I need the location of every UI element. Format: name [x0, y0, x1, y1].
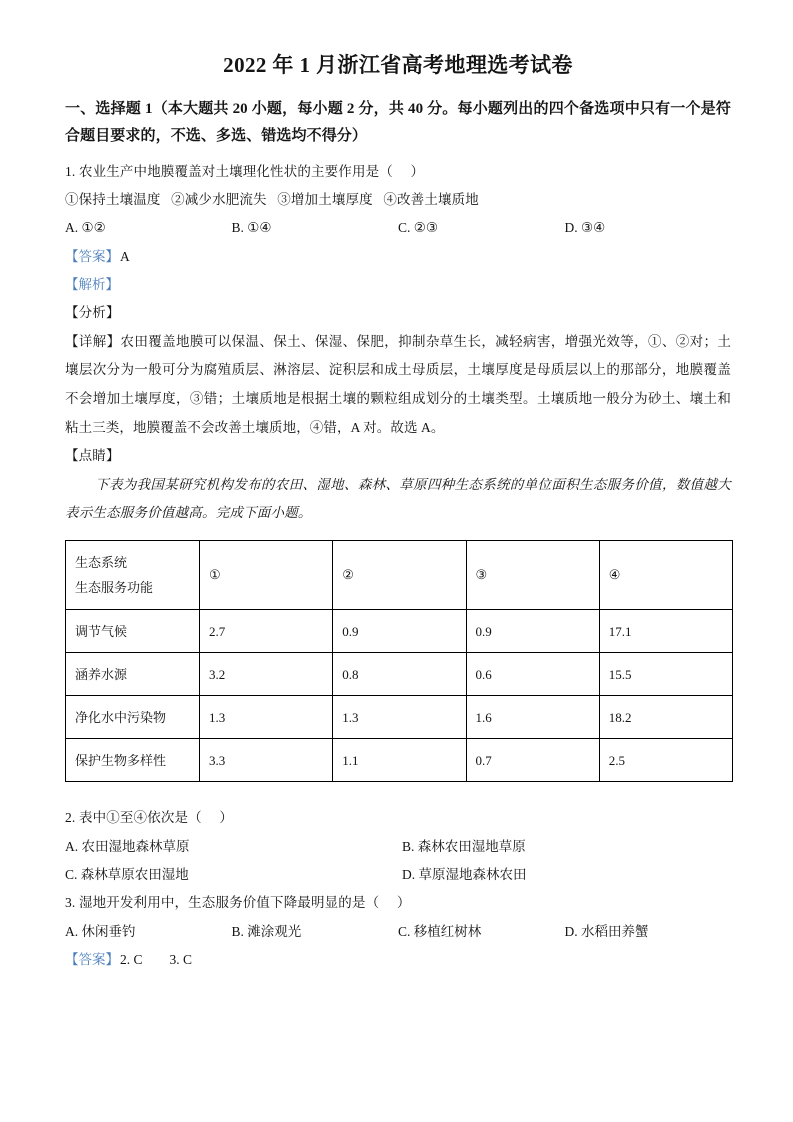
spacer [65, 782, 731, 804]
table-col-header-1: ① [200, 540, 333, 610]
question-2-stem: 2. 表中①至④依次是（ ） [65, 810, 234, 826]
cell-value: 0.9 [333, 610, 466, 653]
option-c[interactable]: C. 移植红树林 [398, 923, 482, 939]
answer-value-q2: 2. C [120, 952, 143, 968]
option-a[interactable]: A. ①② [65, 220, 106, 236]
answer-value-q3: 3. C [169, 952, 193, 968]
answer-value: A [120, 248, 130, 264]
cell-value: 1.6 [466, 696, 599, 739]
cell-value: 15.5 [599, 653, 732, 696]
question-3-options [65, 918, 731, 946]
header-line-2: 生态服务功能 [75, 580, 154, 596]
option-c[interactable]: C. ②③ [398, 220, 438, 236]
cell-value: 18.2 [599, 696, 732, 739]
material-stem-text: 下表为我国某研究机构发布的农田、湿地、森林、草原四种生态系统的单位面积生态服务价值，数值越大表示生态服务价值越高。完成下面小题。 [65, 476, 731, 522]
ecosystem-service-value-table [65, 540, 733, 783]
option-d[interactable]: D. ③④ [564, 220, 606, 236]
question-2-options-row-2 [65, 861, 731, 889]
table-header-corner-cell [66, 540, 200, 610]
cell-value: 2.7 [200, 610, 333, 653]
cell-value: 0.7 [466, 739, 599, 782]
cell-value: 1.3 [200, 696, 333, 739]
cell-value: 1.3 [333, 696, 466, 739]
option-b[interactable]: B. 森林农田湿地草原 [402, 838, 526, 854]
row-label: 保护生物多样性 [66, 739, 200, 782]
table-col-header-4: ④ [599, 540, 732, 610]
row-label: 净化水中污染物 [66, 696, 200, 739]
table-row [66, 739, 733, 782]
analysis-label: 【解析】 [65, 277, 119, 293]
final-answer-line [65, 946, 731, 974]
option-c[interactable]: C. 森林草原农田湿地 [65, 867, 189, 883]
question-1-statements: ①保持土壤温度 ②减少水肥流失 ③增加土壤厚度 ④改善土壤质地 [65, 192, 479, 208]
cell-value: 0.8 [333, 653, 466, 696]
page-title: 2022 年 1 月浙江省高考地理选考试卷 [223, 53, 573, 77]
table-row [66, 653, 733, 696]
table-col-header-2: ② [333, 540, 466, 610]
cell-value: 3.2 [200, 653, 333, 696]
question-1-detailed-explanation: 【详解】农田覆盖地膜可以保温、保土、保湿、保肥，抑制杂草生长，减轻病害，增强光效等，①、②对；土壤层次分为一般可分为腐殖质层、淋溶层、淀积层和成土母质层，土壤厚度是母质层以上的那部分，地膜覆盖不会增加土壤厚度，③错；土壤质地是根据土壤的颗粒组成划分的土壤类型。土壤质地一般分为砂土、壤土和粘土三类，地膜覆盖不会改善土壤质地，④错，A 对。故选 A。 [65, 333, 731, 435]
table-col-header-3: ③ [466, 540, 599, 610]
question-1-dianjing-label: 【点睛】 [65, 448, 120, 464]
question-1-analysis-label-row [65, 271, 731, 299]
cell-value: 1.1 [333, 739, 466, 782]
header-line-1: 生态系统 [75, 554, 128, 570]
answer-label: 【答案】 [65, 952, 119, 968]
table-row [66, 696, 733, 739]
table-row [66, 610, 733, 653]
question-2-options-row-1 [65, 833, 731, 861]
question-1-fenxi-label: 【分析】 [65, 305, 120, 321]
question-3-stem: 3. 湿地开发利用中，生态服务价值下降最明显的是（ ） [65, 895, 411, 911]
table-header-row [66, 540, 733, 610]
cell-value: 0.6 [466, 653, 599, 696]
cell-value: 0.9 [466, 610, 599, 653]
cell-value: 3.3 [200, 739, 333, 782]
question-1-options [65, 214, 731, 242]
row-label: 调节气候 [66, 610, 200, 653]
option-d[interactable]: D. 草原湿地森林农田 [402, 867, 527, 883]
answer-label: 【答案】 [65, 248, 119, 264]
option-a[interactable]: A. 农田湿地森林草原 [65, 838, 190, 854]
option-a[interactable]: A. 休闲垂钓 [65, 923, 136, 939]
row-label: 涵养水源 [66, 653, 200, 696]
material-stem [65, 471, 731, 528]
question-1-stem: 1. 农业生产中地膜覆盖对土壤理化性状的主要作用是（ ） [65, 163, 425, 179]
cell-value: 2.5 [599, 739, 732, 782]
question-1-answer [65, 243, 731, 271]
section-heading: 一、选择题 1（本大题共 20 小题，每小题 2 分，共 40 分。每小题列出的四个备选项中只有一个是符合题目要求的，不选、多选、错选均不得分） [65, 101, 731, 144]
cell-value: 17.1 [599, 610, 732, 653]
option-b[interactable]: B. ①④ [231, 220, 272, 236]
option-d[interactable]: D. 水稻田养蟹 [564, 923, 649, 939]
option-b[interactable]: B. 滩涂观光 [231, 923, 302, 939]
